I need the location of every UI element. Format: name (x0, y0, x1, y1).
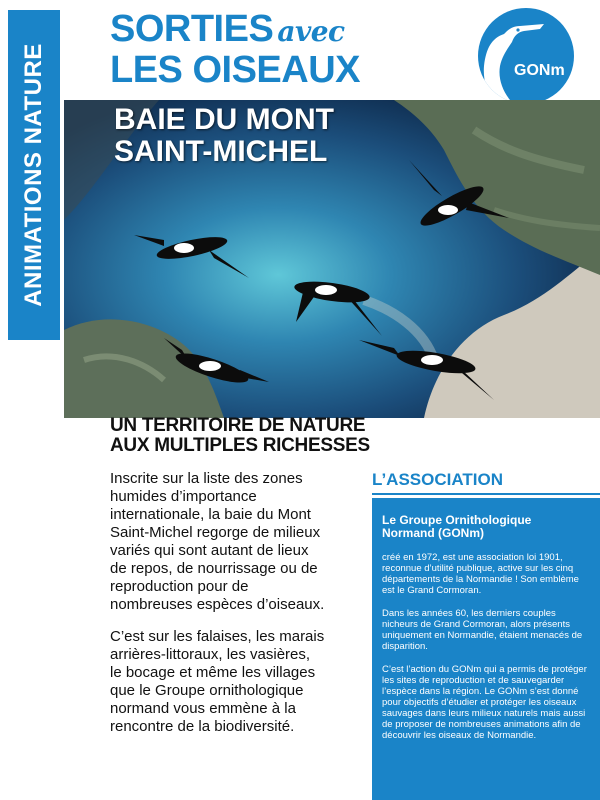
association-panel (372, 498, 600, 800)
association-paragraph-1: créé en 1972, est une association loi 1901, reconnue d’utilité publique, active sur les cinq départements de la Normandie ! Son emblème est le Grand Cormoran. (382, 552, 579, 596)
title-sorties: SORTIES (110, 8, 274, 50)
section-title-line-1: UN TERRITOIRE DE NATURE (110, 415, 366, 436)
title-line-2: LES OISEAUX (110, 49, 360, 91)
intro-text (110, 470, 325, 750)
intro-paragraph-1: Inscrite sur la liste des zones humides d’importance internationale, la baie du Mont Saint-Michel regorge de milieux variés qui sont autant de lieux de repos, de nourrissage ou de reproduction pour de nombreuses espèces d’oiseaux. (110, 470, 325, 613)
association-paragraph-2: Dans les années 60, les derniers couples nicheurs de Grand Cormoran, alors présents uniquement en Normandie, étaient menacés de disparition. (382, 608, 583, 652)
gonm-logo (478, 8, 574, 104)
association-body (382, 552, 587, 753)
title-line-1 (110, 10, 440, 51)
page-title (110, 10, 440, 89)
hero-title-line-2: SAINT-MICHEL (114, 135, 328, 168)
association-divider (372, 493, 600, 495)
association-paragraph-3: C’est l’action du GONm qui a permis de protéger les sites de reproduction et de sauvegarder l’espèce dans la région. Le GONm s’est donné pour objectifs d’étudier et protéger les oiseaux sauvages dans leurs milieux naturels mais aussi de proposer de nombreuses animations afin de découvrir les oiseaux de Normandie. (382, 664, 587, 741)
section-title-line-2: AUX MULTIPLES RICHESSES (110, 435, 370, 456)
cormorant-icon (478, 8, 574, 104)
hero-title-line-1: BAIE DU MONT (114, 103, 334, 136)
section-title (110, 416, 530, 456)
logo-text: GONm (514, 62, 565, 79)
association-heading: L’ASSOCIATION (372, 470, 503, 489)
title-avec: avec (277, 15, 345, 48)
association-title: Le Groupe Ornithologique Normand (GONm) (382, 513, 532, 540)
intro-paragraph-2: C’est sur les falaises, les marais arrières-littoraux, les vasières, le bocage et même les villages que le Groupe ornithologique normand vous emmène à la rencontre de la biodiversité. (110, 628, 325, 735)
hero-satellite-image (64, 100, 600, 418)
side-banner-label: ANIMATIONS NATURE (20, 43, 47, 307)
side-banner (8, 10, 60, 340)
hero-title (114, 104, 334, 168)
